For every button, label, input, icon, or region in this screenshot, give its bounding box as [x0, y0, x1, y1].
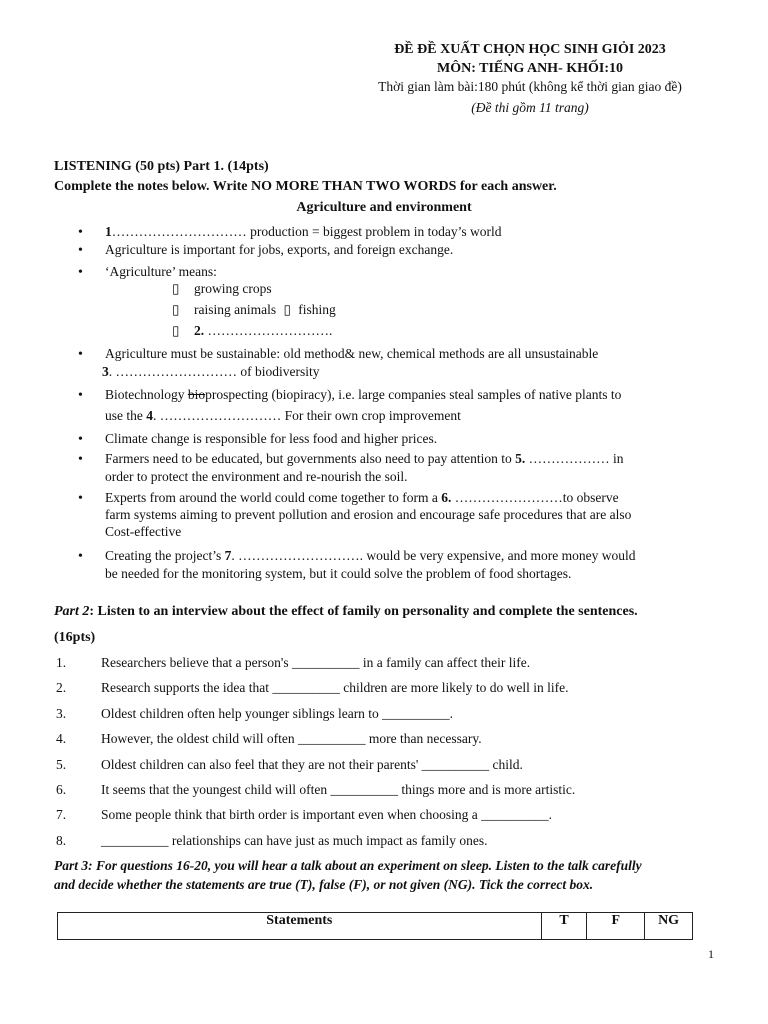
question-number: 3. — [56, 706, 67, 721]
note-text: Creating the project’s — [105, 548, 222, 563]
part2-points: (16pts) — [54, 630, 96, 645]
bullet: • — [78, 225, 83, 240]
sub-item-crops: growing crops — [194, 281, 272, 296]
question-number: 5. — [56, 757, 67, 772]
note-7-cont: order to protect the environment and re-nourish the soil. — [105, 469, 408, 484]
note-9 — [105, 548, 636, 564]
question-text: However, the oldest child will often __________ more than necessary. — [101, 731, 482, 746]
bullet: • — [78, 388, 83, 403]
question-number: 6. — [56, 782, 67, 797]
note-text: . ………………………. would be very expensive, and more money would — [231, 548, 636, 563]
note-7 — [105, 451, 624, 467]
missing-glyph-icon: ▯ — [283, 302, 291, 317]
question-text: Oldest children often help younger siblings learn to __________. — [101, 706, 454, 721]
bullet: • — [78, 452, 83, 467]
note-text: . ……………………… For their own crop improvement — [153, 408, 461, 423]
gap-number: 1 — [105, 224, 112, 239]
note-text: Experts from around the world could come together to form a — [105, 490, 438, 505]
sub-item-gap-2 — [194, 323, 332, 339]
gap-number: 7 — [224, 548, 232, 563]
note-4-gap — [102, 364, 320, 380]
table-header-row — [58, 913, 693, 940]
part1-instruction: Complete the notes below. Write NO MORE THAN TWO WORDS for each answer. — [54, 179, 557, 194]
question-text: Some people think that birth order is important even when choosing a __________. — [101, 807, 553, 822]
exam-time: Thời gian làm bài:180 phút (không kể thời gian giao đề) — [378, 79, 682, 94]
note-text: use the — [105, 408, 143, 423]
col-statements: Statements — [58, 913, 542, 940]
note-text: . ……………………… of biodiversity — [108, 364, 320, 379]
col-not-given: NG — [645, 913, 693, 940]
missing-glyph-icon: ▯ — [172, 323, 180, 338]
exam-page-count: (Đề thi gồm 11 trang) — [471, 100, 589, 115]
listening-heading: LISTENING (50 pts) Part 1. (14pts) — [54, 159, 269, 174]
col-true: T — [541, 913, 587, 940]
gap-number: 3 — [102, 364, 109, 379]
question-number: 7. — [56, 807, 67, 822]
part2-instruction: : Listen to an interview about the effect of family on personality and complete the sentences. — [89, 604, 638, 619]
question-text: Researchers believe that a person's __________ in a family can affect their life. — [101, 655, 531, 670]
missing-glyph-icon: ▯ — [172, 281, 180, 296]
part1-topic: Agriculture and environment — [296, 200, 472, 215]
note-9-cont: be needed for the monitoring system, but it could solve the problem of food shortages. — [105, 566, 572, 581]
note-2: Agriculture is important for jobs, exports, and foreign exchange. — [105, 242, 454, 257]
part3-instruction-cont: and decide whether the statements are true (T), false (F), or not given (NG). Tick the correct box. — [54, 877, 594, 892]
bullet: • — [78, 243, 83, 258]
note-8-cont: farm systems aiming to prevent pollution and erosion and encourage safe procedures that are also — [105, 507, 632, 522]
note-text: ………………………… production = biggest problem in today’s world — [111, 224, 502, 239]
sub-item-text: raising animals — [194, 302, 277, 317]
question-number: 2. — [56, 680, 67, 695]
question-text: __________ relationships can have just as much impact as family ones. — [101, 833, 488, 848]
bullet: • — [78, 347, 83, 362]
note-1 — [105, 224, 501, 240]
part2-heading — [54, 604, 638, 620]
gap-number: 6. — [441, 490, 452, 505]
gap-number: 2. — [194, 323, 205, 338]
note-text: ……………………to observe — [454, 490, 619, 505]
note-text: prospecting (biopiracy), i.e. large companies steal samples of native plants to — [205, 387, 622, 402]
sub-item-animals — [194, 302, 336, 318]
statements-table — [57, 912, 693, 940]
note-8-cont: Cost-effective — [105, 524, 182, 539]
part2-label: Part 2 — [54, 604, 90, 619]
page-number: 1 — [708, 947, 714, 961]
exam-subject: MÔN: TIẾNG ANH- KHỐI:10 — [436, 61, 624, 76]
gap-number: 5. — [515, 451, 526, 466]
question-text: Research supports the idea that __________ children are more likely to do well in life. — [101, 680, 569, 695]
note-text: Farmers need to be educated, but governments also need to pay attention to — [105, 451, 512, 466]
note-text: Biotechnology — [105, 387, 185, 402]
note-text: ……………… in — [528, 451, 624, 466]
gap-number: 4 — [146, 408, 153, 423]
question-text: It seems that the youngest child will often __________ things more and is more artistic. — [101, 782, 576, 797]
note-6: Climate change is responsible for less food and higher prices. — [105, 431, 438, 446]
note-8 — [105, 490, 619, 506]
question-number: 4. — [56, 731, 67, 746]
bullet: • — [78, 432, 83, 447]
question-number: 8. — [56, 833, 67, 848]
strikethrough-text: bio — [187, 387, 206, 402]
question-number: 1. — [56, 655, 67, 670]
part3-instruction: Part 3: For questions 16-20, you will hear a talk about an experiment on sleep. Listen to the talk carefully — [54, 858, 642, 873]
exam-title: ĐỀ ĐỀ XUẤT CHỌN HỌC SINH GIỎI 2023 — [394, 42, 666, 57]
note-5-gap — [105, 408, 461, 424]
bullet: • — [78, 265, 83, 280]
note-5 — [105, 387, 621, 403]
note-3: ‘Agriculture’ means: — [105, 264, 217, 279]
bullet: • — [78, 549, 83, 564]
col-false: F — [587, 913, 645, 940]
bullet: • — [78, 491, 83, 506]
sub-item-text: fishing — [298, 302, 336, 317]
question-text: Oldest children can also feel that they are not their parents' __________ child. — [101, 757, 523, 772]
gap-dots: ………………………. — [207, 323, 333, 338]
missing-glyph-icon: ▯ — [172, 302, 180, 317]
note-4: Agriculture must be sustainable: old method& new, chemical methods are all unsustainable — [105, 346, 599, 361]
